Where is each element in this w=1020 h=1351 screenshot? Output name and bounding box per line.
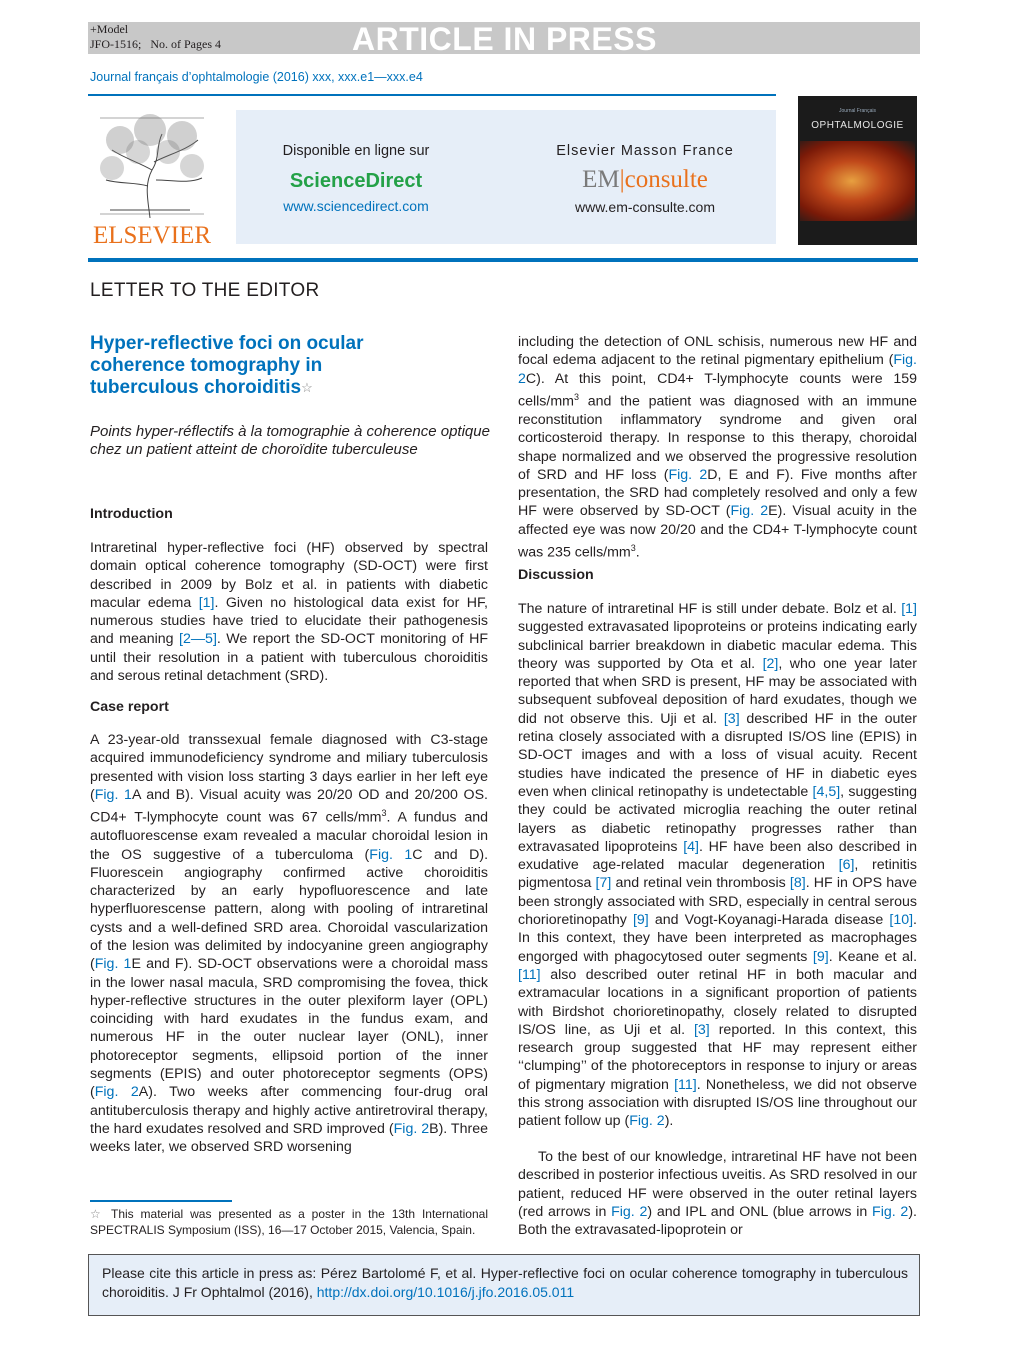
case-report-paragraph: A 23-year-old transsexual female diagnosed with C3-stage acquired immunodeficiency syndrome and miliary tuberculosis presented with vision loss starting 3 days earlier in her left eye (Fig. 1A and B). Visual acuity was 20/20 OD and 20/200 OS. CD4+ T-lymphocyte count was 67 cells/$mm^3$. A fundus and autofluorescense exam revealed a macular choroidal lesion in the OS suggestive of a tuberculoma (Fig. 1C and D). Fluorescein angiography confirmed active choroiditis characterized by an early hypofluorescence and late hyperfluorescense pattern, along with pooling of intraretinal cysts and a well-defined SRD area. Choroidal vascularization of the lesion was delimited by indocyanine green angiography (Fig. 1E and F). SD-OCT observations were a choroidal mass in the lower nasal macula, SRD compromising the fovea, thick hyper-reflective structures in the outer plexiform layer (OPL) coinciding with hard exudates in the fundus exam, and numerous HF in the outer nuclear layer (ONL), inner photoreceptor segments, ellipsoid portion of the inner segments (EPIS) and outer photoreceptor segments (OPS) (Fig. 2A). Two weeks after commencing four-drug oral antituberculosis therapy and highly active antiretroviral therapy, the hard exudates resolved and SRD improved (Fig. 2B). Three weeks later, we observed SRD worsening xyxy=(90,732,489,1156)
figure-link[interactable]: Fig. 2 xyxy=(668,466,708,483)
page-count: No. of Pages 4 xyxy=(150,37,222,51)
publisher-label: Elsevier Masson France xyxy=(556,143,734,159)
ref-link[interactable]: [9] xyxy=(632,912,649,929)
figure-link[interactable]: Fig. 1 xyxy=(369,846,413,863)
title-footnote-marker[interactable]: ☆ xyxy=(301,380,313,395)
ref-link[interactable]: [1] xyxy=(901,601,917,617)
ref-link[interactable]: [11] xyxy=(674,1076,697,1093)
cover-fundus-image xyxy=(800,141,915,221)
article-in-press-label: ARTICLE IN PRESS xyxy=(352,21,657,57)
ref-link[interactable]: [7] xyxy=(595,875,612,892)
citation-text: Please cite this article in press as: Pérez Bartolomé F, et al. Hyper-reflective foci on ocular coherence tomography in tuberculous choroiditis. J Fr Ophtalmol (2016), http://dx.doi.org/10.1016/j.jfo.2016.05.011 xyxy=(102,1265,908,1300)
available-online-label: Disponible en ligne sur xyxy=(282,143,430,159)
ref-link[interactable]: [3] xyxy=(693,1021,710,1038)
section-heading: LETTER TO THE EDITOR xyxy=(90,280,320,301)
em-logo-left: EM xyxy=(582,166,620,193)
discussion-paragraph-2: To the best of our knowledge, intraretinal HF have not been described in posterior infectious uveitis. As SRD resolved in our patient, reduced HF were observed in the outer retinal layers (red arrows in Fig. 2) and IPL and ONL (blue arrows in Fig. 2). Both the extravasated-lipoprotein or xyxy=(518,1149,917,1239)
ref-link[interactable]: [2] xyxy=(762,655,779,672)
ref-link[interactable]: [4] xyxy=(683,838,699,855)
case-report-heading: Case report xyxy=(90,699,169,715)
figure-link[interactable]: Fig. 2 xyxy=(393,1120,430,1137)
journal-cover-image xyxy=(798,96,917,245)
doi-link[interactable]: http://dx.doi.org/10.1016/j.jfo.2016.05.011 xyxy=(316,1284,575,1300)
sciencedirect-logo[interactable]: ScienceDirect xyxy=(289,170,423,192)
footnote xyxy=(90,1206,488,1238)
ref-link[interactable]: [3] xyxy=(723,710,740,727)
figure-link[interactable]: Fig. 2 xyxy=(611,1203,648,1220)
ref-link[interactable]: [4,5] xyxy=(812,783,841,800)
ref-link[interactable]: [10] xyxy=(889,912,914,929)
jfo-code: JFO-1516; xyxy=(90,37,142,51)
figure-link[interactable]: Fig. 2 xyxy=(518,352,917,387)
header-divider xyxy=(88,94,776,96)
ref-link[interactable]: [11] xyxy=(518,966,541,983)
cover-title: OPHTALMOLOGIE xyxy=(811,120,904,131)
ref-link[interactable]: [8] xyxy=(789,875,806,892)
ref-link[interactable]: [9] xyxy=(812,948,829,965)
ref-link[interactable]: [2—5] xyxy=(179,631,217,648)
footnote-text: This material was presented as a poster in the 13th International SPECTRALIS Symposium (ISS), 16—17 October 2015, Valencia, Spain. xyxy=(90,1207,488,1237)
footnote-divider xyxy=(90,1200,232,1202)
em-consulte-logo[interactable] xyxy=(530,166,760,194)
em-logo-separator: | xyxy=(619,166,625,193)
figure-link[interactable]: Fig. 1 xyxy=(94,786,132,803)
introduction-paragraph: Intraretinal hyper-reflective foci (HF) observed by spectral domain optical coherence tomography (SD-OCT) were first described in 2009 by Bolz et al. in patients with diabetic macular edema [1]. Given no histological data exist for HF, numerous studies have tried to elucidate their pathogenesis and meaning [2—5]. We report the SD-OCT monitoring of HF until their resolution in a patient with tuberculous choroiditis and serous retinal detachment (SRD). xyxy=(90,540,489,685)
figure-link[interactable]: Fig. 1 xyxy=(94,956,132,973)
discussion-heading: Discussion xyxy=(518,567,594,583)
figure-link[interactable]: Fig. 2 xyxy=(730,503,769,520)
sciencedirect-link[interactable]: www.sciencedirect.com xyxy=(283,198,429,214)
introduction-heading: Introduction xyxy=(90,506,173,522)
article-subtitle-fr: Points hyper-réflectifs à la tomographie à coherence optique chez un patient atteint de choroïdite tuberculeuse xyxy=(90,423,490,458)
footnote-marker: ☆ xyxy=(90,1207,105,1221)
figure-link[interactable]: Fig. 2 xyxy=(629,1113,665,1130)
discussion-paragraph-1: The nature of intraretinal HF is still under debate. Bolz et al. [1] suggested extravasated lipoproteins or proteins indicating early subclinical barrier breakdown in diabetic macular edema. This theory was supported by Ota et al. [2], who one year later reported that when SRD is present, HF may be associated with subsequent subfoveal deposition of hard exudates, though we did not observe this. Uji et al. [3] described HF in the outer retina closely associated with a disrupted IS/OS line (EPIS) in SD-OCT images and with a loss of visual acuity. Recent studies have indicated the presence of HF in diabetic eyes even when clinical retinopathy is undetectable [4,5], suggesting they could be activated microglia reaching the outer retinal layers as diabetic retinopathy progresses rather than extravasated lipoproteins [4]. HF have been also described in exudative age-related macular degeneration [6], retinitis pigmentosa [7] and retinal vein thrombosis [8]. HF in OPS have been strongly associated with SRD, especially in central serous chorioretinopathy [9] and Vogt-Koyanagi-Harada disease [10]. In this context, they have been interpreted as macrophages engorged with phagocytosed outer segments [9]. Keane et al. [11] also described outer retinal HF in both macular and extramacular locations in a significant proportion of patients with Birdshot chorioretinopathy, closely related to disrupted IS/OS line, as Uji et al. [3] reported. In this context, this research group suggested that HF may represent either ‘‘clumping’’ of the photoreceptors in response to injury or areas of pigmentary migration [11]. Nonetheless, we did not observe this strong association with disrupted IS/OS line throughout our patient follow up (Fig. 2). xyxy=(518,601,918,1130)
elsevier-wordmark: ELSEVIER xyxy=(92,222,212,249)
ref-link[interactable]: [6] xyxy=(838,857,855,874)
figure-link[interactable]: Fig. 2 xyxy=(94,1084,139,1101)
banner-divider xyxy=(88,258,918,262)
model-label: +Model xyxy=(90,22,129,36)
journal-citation[interactable]: Journal français d’ophtalmologie (2016) xxx, xxx.e1—xxx.e4 xyxy=(90,70,423,84)
cover-top-text: Journal Français xyxy=(839,108,876,114)
article-title xyxy=(90,333,390,399)
em-consulte-link[interactable]: www.em-consulte.com xyxy=(574,199,716,215)
article-title-text: Hyper-reflective foci on ocular coherence tomography in tuberculous choroiditis xyxy=(90,333,364,398)
manuscript-id xyxy=(90,37,221,51)
ref-link[interactable]: [1] xyxy=(198,594,215,611)
em-logo-right: consulte xyxy=(624,166,708,193)
figure-link[interactable]: Fig. 2 xyxy=(872,1203,909,1220)
case-report-continuation: including the detection of ONL schisis, numerous new HF and focal edema adjacent to the retinal pigmentary epithelium (Fig. 2C). At this point, CD4+ T-lymphocyte counts were 159 cells/$mm^3$ and the patient was diagnosed with an immune reconstitution inflammatory syndrome and given oral corticosteroid therapy. In response to this therapy, choroidal shape normalized and we observed the progressive resolution of SRD and HF loss (Fig. 2D, E and F). Five months after presentation, the SRD had completely resolved and only a few HF were observed by SD-OCT (Fig. 2E). Visual acuity in the affected eye was now 20/20 and the CD4+ T-lymphocyte count was 235 cells/$mm^3$. xyxy=(518,334,917,561)
